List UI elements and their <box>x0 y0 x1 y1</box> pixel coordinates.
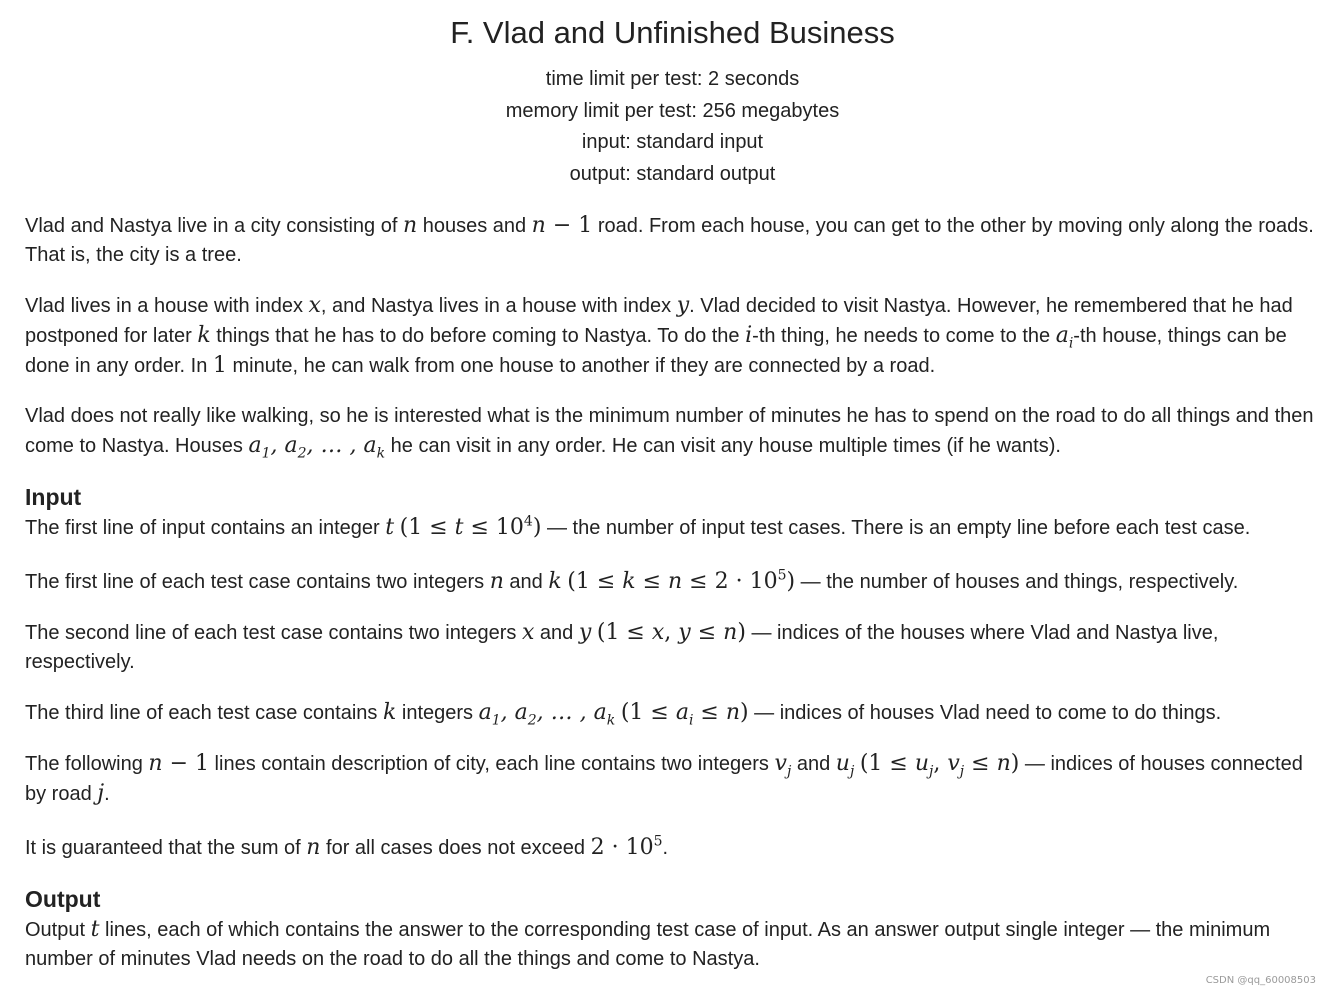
input-heading: Input <box>25 483 82 510</box>
statement-paragraph-3: Vlad does not really like walking, so he is interested what is the minimum number of minutes he has to spend on the road to do all things and then come to Nastya. Houses $a_1$, $a_2$, … , $a_k$ he can visit in any order. He can visit any house multiple times (if he wants). <box>25 404 1314 462</box>
output-heading: Output <box>25 885 101 912</box>
statement-paragraph-1: Vlad and Nastya live in a city consisting of n houses and n − 1 road. From each house, you can get to the other by moving only along the roads. That is, the city is a tree. <box>25 212 1314 266</box>
input-line-2: The first line of each test case contains two integers n and k $(1 \le k \le n \le 2 \cdot 10^5)$ — the number of houses and things, respectively. <box>25 567 1239 594</box>
problem-title: F. Vlad and Unfinished Business <box>450 15 895 50</box>
input-line-3: The second line of each test case contains two integers x and y (1 ≤ x, y ≤ n) — indices of the houses where Vlad and Nastya live, respectively. <box>25 619 1219 673</box>
time-limit: time limit per test: 2 seconds <box>545 68 800 90</box>
input-spec: input: standard input <box>581 131 764 154</box>
output-line-1: Output t lines, each of which contains the answer to the corresponding test case of input. As an answer output single integer — the minimum number of minutes Vlad needs on the road to do all the things and come to Nastya. <box>25 916 1271 970</box>
input-line-5: The following n − 1 lines contain description of city, each line contains two integers $v_j$ and $u_j$ ($1 \le u_j$, $v_j \le n$) — indices of houses connected by road j. <box>25 750 1303 806</box>
statement-paragraph-2: Vlad lives in a house with index x, and Nastya lives in a house with index y. Vlad decided to visit Nastya. However, he remembered that he had postponed for later k things that he has to do before coming to Nastya. To do the i-th thing, he needs to come to the $a_i-th$ house, things can be done in any order. In 1 minute, he can walk from one house to another if they are connected by a road. <box>25 292 1293 378</box>
memory-limit: memory limit per test: 256 megabytes <box>505 99 840 122</box>
output-spec: output: standard output <box>569 163 776 186</box>
input-line-6: It is guaranteed that the sum of n for all cases does not exceed $2 \cdot 10^5$. <box>25 833 669 860</box>
watermark: CSDN @qq_60008503 <box>1205 975 1316 986</box>
input-line-4: The third line of each test case contains k integers $a_1$, $a_2$, … , $a_k$ $(1 \le a_i \le n)$ — indices of houses Vlad need to come to do things. <box>25 699 1222 729</box>
problem-limits <box>25 64 1320 191</box>
input-line-1: The first line of input contains an integer t $(1 \le t \le 10^4)$ — the number of input test cases. There is an empty line before each test case. <box>25 513 1251 540</box>
problem-statement <box>25 0 1320 974</box>
